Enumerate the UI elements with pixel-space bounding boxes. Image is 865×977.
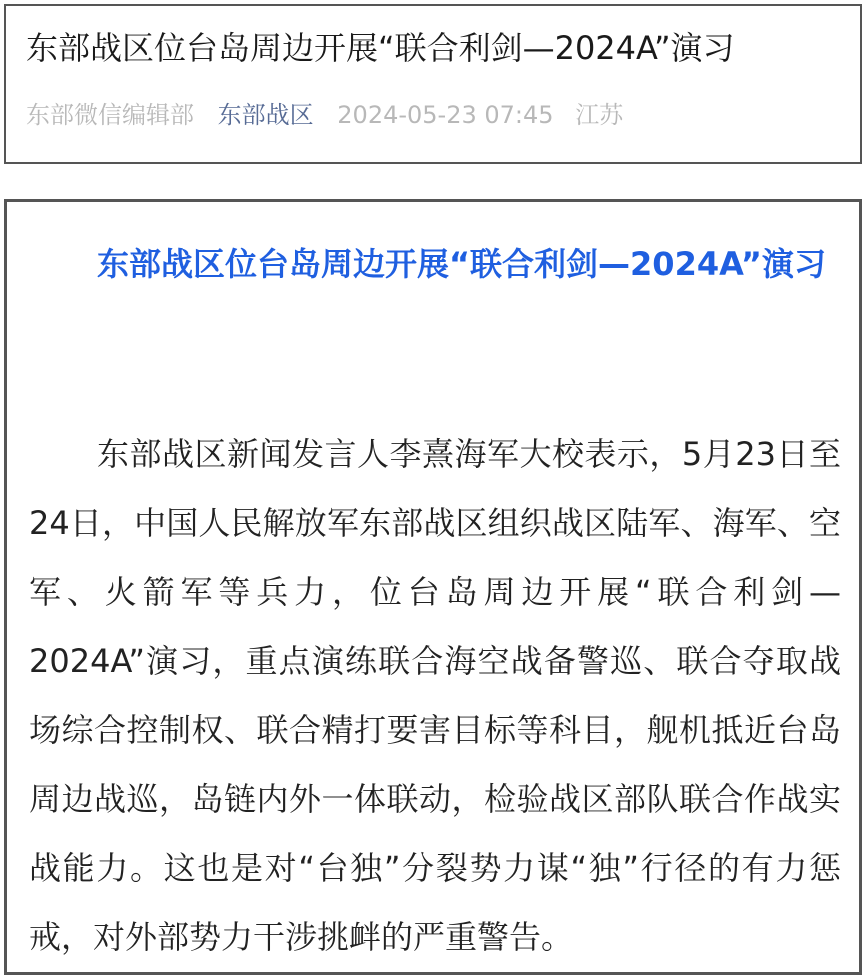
article-title: 东部战区位台岛周边开展“联合利剑—2024A”演习 — [97, 245, 826, 283]
article-header-panel — [4, 4, 862, 164]
publish-time: 2024-05-23 07:45 — [337, 101, 554, 129]
account-link[interactable]: 东部战区 — [217, 101, 314, 129]
article-content-panel — [4, 199, 862, 975]
article-paragraph: 东部战区新闻发言人李熹海军大校表示，5月23日至24日，中国人民解放军东部战区组织战区陆军、海军、空军、火箭军等兵力，位台岛周边开展“联合利剑—2024A”演习，重点演练联合海空战备警巡、联合夺取战场综合控制权、联合精打要害目标等科目，舰机抵近台岛周边战巡，岛链内外一体联动，检验战区部队联合作战实战能力。这也是对“台独”分裂势力谋“独”行径的有力惩戒，对外部势力干涉挑衅的严重警告。 — [29, 435, 841, 956]
source-label: 东部微信编辑部 — [26, 101, 194, 129]
page-title: 东部战区位台岛周边开展“联合利剑—2024A”演习 — [26, 29, 735, 67]
article-meta — [26, 98, 623, 132]
publish-location: 江苏 — [575, 101, 624, 129]
